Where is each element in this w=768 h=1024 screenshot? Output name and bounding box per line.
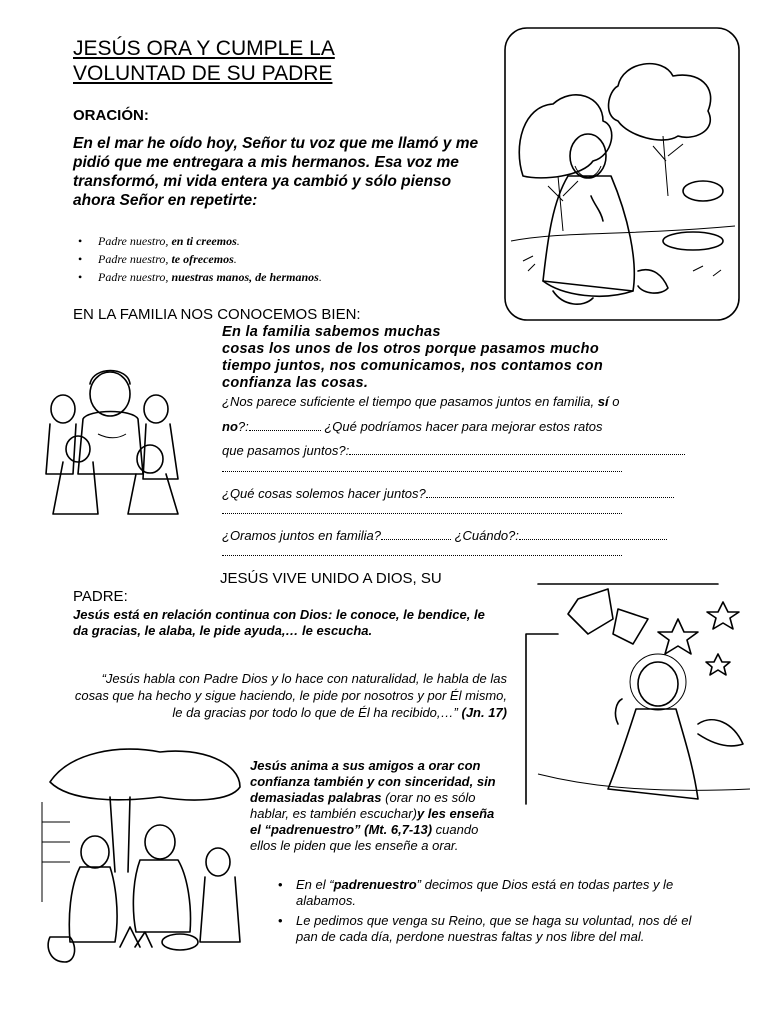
anima-bold: y les enseña el “padrenuestro” (Mt. 6,7-13) — [250, 806, 495, 837]
anima-text: (orar no es sólo hablar, es también escuchar) — [250, 790, 476, 821]
question-text: ¿Nos parece suficiente el tiempo que pasamos juntos en familia, — [222, 394, 595, 409]
title-line-2: VOLUNTAD DE SU PADRE — [73, 62, 333, 85]
question-2 — [222, 419, 712, 435]
familia-intro-line: tiempo juntos, nos comunicamos, nos contamos con — [222, 358, 603, 374]
oracion-heading: ORACIÓN: — [73, 107, 149, 124]
question-text: que pasamos juntos?: — [222, 443, 350, 458]
question-2-cont — [222, 443, 722, 459]
question-text: ?: — [237, 419, 249, 434]
oracion-text: En el mar he oído hoy, Señor tu voz que me llamó y me pidió que me entregara a mis hermanos. Esa voz me transformó, mi vida entera ya cambió y sólo pienso ahora Señor en repetirte: — [73, 135, 479, 209]
list-item: • Padre nuestro, en ti creemos. — [78, 232, 438, 250]
list-item: • Padre nuestro, te ofrecemos. — [78, 250, 438, 268]
question-text: ¿Qué cosas solemos hacer juntos? — [222, 486, 426, 501]
familia-intro-line: cosas los unos de los otros porque pasamos mucho — [222, 341, 599, 357]
anima-bold: Jesús anima a sus amigos a orar con confianza también y con sinceridad, sin demasiadas palabras — [250, 758, 496, 805]
familia-intro-line: En la familia sabemos muchas — [222, 324, 441, 340]
question-1 — [222, 394, 702, 410]
answer-si: sí — [597, 394, 609, 409]
list-item: • Le pedimos que venga su Reino, que se haga su voluntad, nos dé el pan de cada día, perdone nuestras faltas y nos libre del mal. — [278, 913, 708, 945]
anima-text: cuando ellos le piden que les enseñe a orar. — [250, 822, 479, 853]
answer-field[interactable] — [222, 545, 622, 556]
answer-field[interactable] — [222, 503, 622, 514]
oracion-bullet-list — [78, 232, 438, 286]
answer-field[interactable] — [426, 487, 674, 498]
jesus-text: Jesús está en relación continua con Dios: le conoce, le bendice, le da gracias, le alaba, le pide ayuda,… le escucha. — [73, 607, 485, 638]
answer-field[interactable] — [249, 420, 321, 431]
question-text: ¿Qué podríamos hacer para mejorar estos ratos — [324, 419, 603, 434]
familia-heading: EN LA FAMILIA NOS CONOCEMOS BIEN: — [73, 306, 361, 323]
answer-field[interactable] — [222, 461, 622, 472]
question-text: ¿Cuándo?: — [454, 528, 519, 543]
list-item: • Padre nuestro, nuestras manos, de hermanos. — [78, 268, 438, 286]
padrenuestro-list — [278, 877, 708, 949]
question-text: o — [612, 394, 620, 409]
jesus-heading: JESÚS VIVE UNIDO A DIOS, SU — [220, 570, 442, 587]
jesus-quote — [73, 670, 507, 721]
title-line-1: JESÚS ORA Y CUMPLE LA — [73, 37, 335, 60]
question-4 — [222, 528, 722, 544]
answer-field[interactable] — [381, 529, 451, 540]
quote-text: “Jesús habla con Padre Dios y lo hace con naturalidad, le habla de las cosas que ha hecho y sigue haciendo, le pide por nosotros y por Él mismo, le da gracias por todo lo que de Él ha recibido,…” — [74, 671, 507, 720]
jesus-garden-illustration — [503, 26, 741, 322]
quote-reference: (Jn. 17) — [461, 705, 507, 720]
disciples-illustration — [40, 742, 245, 970]
familia-intro — [222, 324, 692, 392]
family-illustration — [38, 364, 188, 522]
answer-field[interactable] — [519, 529, 667, 540]
answer-field[interactable] — [349, 444, 685, 455]
list-item: • En el “padrenuestro” decimos que Dios está en todas partes y le alabamos. — [278, 877, 708, 909]
night-prayer-illustration — [518, 574, 758, 824]
question-text: ¿Oramos juntos en familia? — [222, 528, 381, 543]
jesus-heading-cont: PADRE: — [73, 588, 128, 605]
anima-paragraph — [250, 758, 508, 854]
familia-intro-line: confianza las cosas. — [222, 375, 369, 391]
question-3 — [222, 486, 722, 502]
answer-no: no — [222, 419, 238, 434]
page-title — [73, 36, 335, 86]
